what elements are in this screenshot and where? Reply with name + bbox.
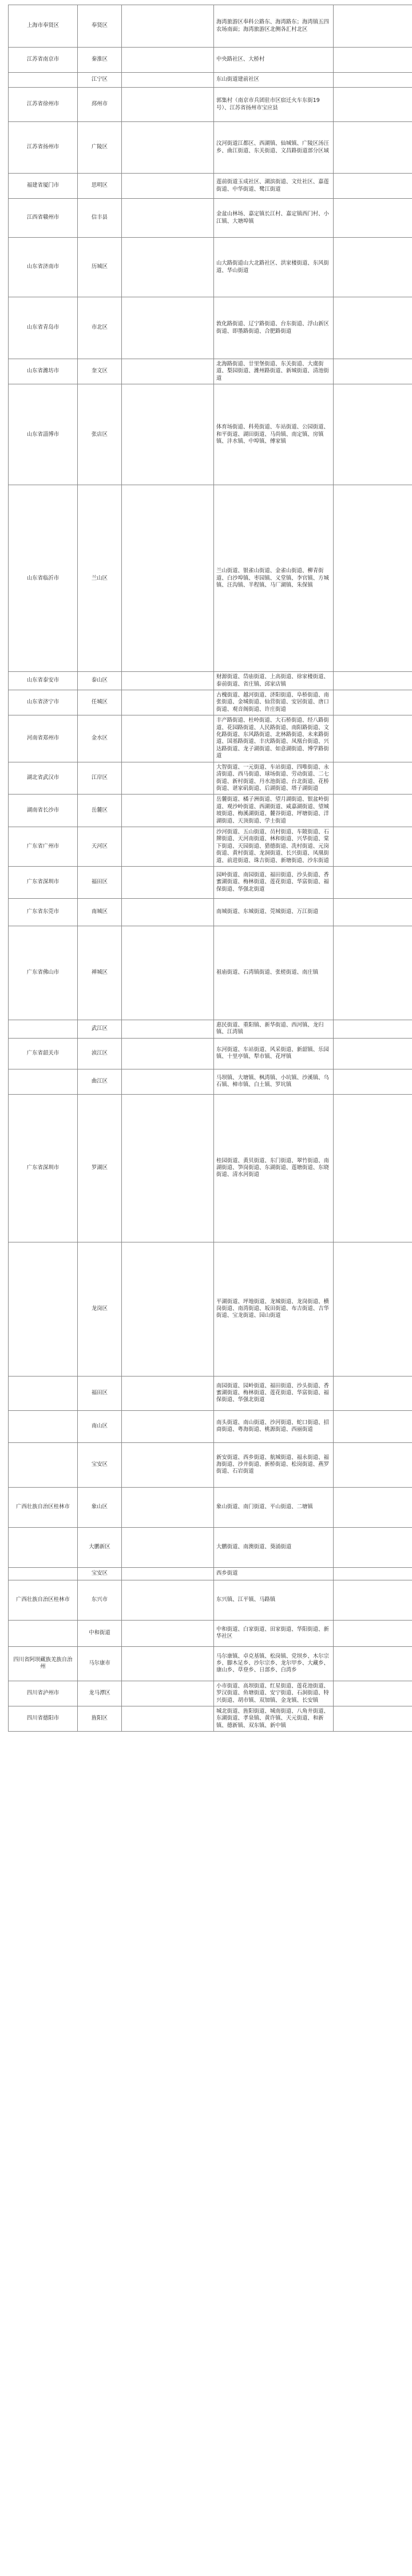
city-cell: 山东省临沂市: [9, 485, 78, 672]
high-risk-cell: [122, 898, 214, 926]
mid-risk-cell: 海湾旅游区奉科公路东、海湾路东；海湾镇五四农场南面；海湾旅游区北侧各汇村北区: [214, 5, 334, 48]
low-risk-cell: [334, 1410, 412, 1442]
table-row: [9, 384, 412, 485]
district-cell: 奎文区: [78, 359, 122, 384]
mid-risk-cell: 体育场街道、科苑街道、车站街道、公园街道、和平街道、湖田街道、马尚镇、南定镇、房镇镇、沣水镇、中埠镇、傅家镇: [214, 384, 334, 485]
low-risk-cell: [334, 1681, 412, 1706]
high-risk-cell: [122, 926, 214, 1020]
low-risk-cell: [334, 238, 412, 297]
mid-risk-cell: 祖庙街道、石湾镇街道、张槎街道、南庄镇: [214, 926, 334, 1020]
table-row: [9, 715, 412, 762]
mid-risk-cell: 马坝镇、大塘镇、枫湾镇、小坑镇、沙溪镇、乌石镇、樟市镇、白土镇、罗坑镇: [214, 1069, 334, 1094]
table-row: [9, 485, 412, 672]
city-cell: 广东省东莞市: [9, 898, 78, 926]
district-cell: 中和街道: [78, 1620, 122, 1646]
high-risk-cell: [122, 73, 214, 88]
low-risk-cell: [334, 715, 412, 762]
low-risk-cell: [334, 199, 412, 238]
table-row: [9, 1094, 412, 1242]
city-cell: 湖南省长沙市: [9, 795, 78, 827]
city-cell: [9, 1242, 78, 1376]
low-risk-cell: [334, 672, 412, 690]
low-risk-cell: [334, 1567, 412, 1580]
high-risk-cell: [122, 866, 214, 898]
mid-risk-cell: 北海路街道、廿里堡街道、东关街道、大虞街道、梨园街道、潍州路街道、新城街道、清池街道: [214, 359, 334, 384]
district-cell: 秦淮区: [78, 48, 122, 73]
mid-risk-cell: 金盆山林场、嘉定镇长江村、嘉定镇西门村、小江镇、大塘埠镇: [214, 199, 334, 238]
city-cell: 广东省韶关市: [9, 1038, 78, 1069]
district-cell: 金水区: [78, 715, 122, 762]
mid-risk-cell: 沙河街道、五山街道、员村街道、车陂街道、石牌街道、天河南街道、林和街道、兴华街道、棠下街道、天园街道、猎德街道、冼村街道、元岗街道、黄村街道、龙洞街道、长兴街道、凤凰街道、前进街道、珠吉街道、新塘街道、沙东街道: [214, 827, 334, 866]
mid-risk-cell: 岳麓街道、橘子洲街道、望月湖街道、银盆岭街道、观沙岭街道、西湖街道、咸嘉湖街道、望城坡街道、梅溪湖街道、麓谷街道、坪塘街道、洋湖街道、天顶街道、学士街道: [214, 795, 334, 827]
city-cell: 山东省济宁市: [9, 690, 78, 715]
low-risk-cell: [334, 1038, 412, 1069]
high-risk-cell: [122, 1567, 214, 1580]
table-row: [9, 1567, 412, 1580]
table-row: [9, 238, 412, 297]
low-risk-cell: [334, 485, 412, 672]
city-cell: [9, 1442, 78, 1487]
low-risk-cell: [334, 88, 412, 122]
low-risk-cell: [334, 384, 412, 485]
high-risk-cell: [122, 1410, 214, 1442]
low-risk-cell: [334, 827, 412, 866]
mid-risk-cell: 莲前街道玉成社区、湖滨街道、文灶社区、嘉莲街道、中华街道、鹭江街道: [214, 174, 334, 199]
high-risk-cell: [122, 715, 214, 762]
district-cell: 福田区: [78, 1376, 122, 1410]
low-risk-cell: [334, 690, 412, 715]
low-risk-cell: [334, 1646, 412, 1681]
district-cell: 思明区: [78, 174, 122, 199]
city-cell: [9, 1376, 78, 1410]
city-cell: 山东省济南市: [9, 238, 78, 297]
table-row: [9, 1487, 412, 1527]
table-row: [9, 1038, 412, 1069]
high-risk-cell: [122, 1094, 214, 1242]
low-risk-cell: [334, 762, 412, 795]
district-cell: 曲江区: [78, 1069, 122, 1094]
table-row: [9, 866, 412, 898]
high-risk-cell: [122, 690, 214, 715]
district-cell: 广陵区: [78, 122, 122, 174]
city-cell: 江苏省扬州市: [9, 122, 78, 174]
district-cell: 马尔康市: [78, 1646, 122, 1681]
mid-risk-cell: 南城街道、东城街道、莞城街道、万江街道: [214, 898, 334, 926]
low-risk-cell: [334, 5, 412, 48]
high-risk-cell: [122, 1527, 214, 1567]
district-cell: 旌阳区: [78, 1706, 122, 1732]
high-risk-cell: [122, 795, 214, 827]
table-row: [9, 297, 412, 359]
region-table: [8, 5, 412, 1732]
table-row: [9, 827, 412, 866]
mid-risk-cell: 桂园街道、黄贝街道、东门街道、翠竹街道、南湖街道、笋岗街道、东湖街道、莲塘街道、东晓街道、清水河街道: [214, 1094, 334, 1242]
high-risk-cell: [122, 238, 214, 297]
mid-risk-cell: 新安街道、西乡街道、航城街道、福永街道、福海街道、沙井街道、新桥街道、松岗街道、燕罗街道、石岩街道: [214, 1442, 334, 1487]
district-cell: 东兴市: [78, 1580, 122, 1620]
mid-risk-cell: 南园街道、园岭街道、福田街道、沙头街道、香蜜湖街道、梅林街道、莲花街道、华富街道、福保街道、华强北街道: [214, 1376, 334, 1410]
table-row: [9, 762, 412, 795]
low-risk-cell: [334, 73, 412, 88]
low-risk-cell: [334, 795, 412, 827]
district-cell: 象山区: [78, 1487, 122, 1527]
table-row: [9, 1442, 412, 1487]
table-row: [9, 898, 412, 926]
district-cell: 南山区: [78, 1410, 122, 1442]
mid-risk-cell: 惠民街道、重阳镇、新华街道、西河镇、龙归镇、江湾镇: [214, 1020, 334, 1038]
high-risk-cell: [122, 199, 214, 238]
low-risk-cell: [334, 1527, 412, 1567]
district-cell: 龙马潭区: [78, 1681, 122, 1706]
city-cell: [9, 1410, 78, 1442]
mid-risk-cell: 兰山街道、银雀山街道、金雀山街道、柳青街道、白沙埠镇、枣园镇、义堂镇、李官镇、方城镇、汪沟镇、半程镇、马厂湖镇、朱保镇: [214, 485, 334, 672]
high-risk-cell: [122, 5, 214, 48]
high-risk-cell: [122, 122, 214, 174]
low-risk-cell: [334, 1706, 412, 1732]
city-cell: 四川省泸州市: [9, 1681, 78, 1706]
region-table-body: [9, 5, 412, 1732]
district-cell: 罗湖区: [78, 1094, 122, 1242]
table-row: [9, 73, 412, 88]
city-cell: 山东省潍坊市: [9, 359, 78, 384]
high-risk-cell: [122, 1069, 214, 1094]
document-sheet: [8, 5, 404, 1732]
table-row: [9, 1410, 412, 1442]
city-cell: 广东省佛山市: [9, 926, 78, 1020]
low-risk-cell: [334, 866, 412, 898]
table-row: [9, 359, 412, 384]
low-risk-cell: [334, 1442, 412, 1487]
low-risk-cell: [334, 174, 412, 199]
table-row: [9, 1681, 412, 1706]
district-cell: 兰山区: [78, 485, 122, 672]
high-risk-cell: [122, 88, 214, 122]
city-cell: 上海市奉贤区: [9, 5, 78, 48]
table-row: [9, 1620, 412, 1646]
district-cell: 江宁区: [78, 73, 122, 88]
table-row: [9, 122, 412, 174]
mid-risk-cell: 丰产路街道、杜岭街道、大石桥街道、经八路街道、花园路街道、人民路街道、南阳路街道、文化路街道、东风路街道、北林路街道、未来路街道、国基路街道、丰庆路街道、凤凰台街道、兴达路街道、龙子湖街道、如意湖街道、博学路街道: [214, 715, 334, 762]
high-risk-cell: [122, 297, 214, 359]
mid-risk-cell: 小市街道、高坝街道、红星街道、莲花池街道、罗汉街道、鱼塘街道、安宁街道、石洞街道、特兴街道、胡市镇、双加镇、金龙镇、长安镇: [214, 1681, 334, 1706]
city-cell: 广东省深圳市: [9, 866, 78, 898]
table-row: [9, 1646, 412, 1681]
high-risk-cell: [122, 1487, 214, 1527]
table-row: [9, 88, 412, 122]
high-risk-cell: [122, 174, 214, 199]
district-cell: 武江区: [78, 1020, 122, 1038]
table-row: [9, 1527, 412, 1567]
high-risk-cell: [122, 485, 214, 672]
high-risk-cell: [122, 1681, 214, 1706]
low-risk-cell: [334, 297, 412, 359]
mid-risk-cell: 郭集村（南京市兵团驻市区宿迁火车东街19号）、江苏省扬州市宝应县: [214, 88, 334, 122]
table-row: [9, 1580, 412, 1620]
mid-risk-cell: 大鹏街道、南澳街道、葵涌街道: [214, 1527, 334, 1567]
district-cell: 江岸区: [78, 762, 122, 795]
table-row: [9, 672, 412, 690]
city-cell: [9, 1069, 78, 1094]
mid-risk-cell: 马尔康镇、卓克基镇、松岗镇、党坝乡、木尔宗乡、脚木足乡、沙尔宗乡、龙尔甲乡、大藏乡、康山乡、草登乡、日部乡、白湾乡: [214, 1646, 334, 1681]
high-risk-cell: [122, 1580, 214, 1620]
mid-risk-cell: 敦化路街道、辽宁路街道、台东街道、浮山新区街道、即墨路街道、合肥路街道: [214, 297, 334, 359]
district-cell: 历城区: [78, 238, 122, 297]
high-risk-cell: [122, 1038, 214, 1069]
mid-risk-cell: 东河街道、车站街道、风采街道、新韶镇、乐园镇、十里亭镇、犁市镇、花坪镇: [214, 1038, 334, 1069]
high-risk-cell: [122, 384, 214, 485]
district-cell: 浈江区: [78, 1038, 122, 1069]
mid-risk-cell: 平湖街道、坪地街道、龙城街道、龙岗街道、横岗街道、南湾街道、坂田街道、布吉街道、吉华街道、宝龙街道、园山街道: [214, 1242, 334, 1376]
table-row: [9, 1706, 412, 1732]
high-risk-cell: [122, 827, 214, 866]
mid-risk-cell: 象山街道、南门街道、平山街道、二塘镇: [214, 1487, 334, 1527]
city-cell: 广东省广州市: [9, 827, 78, 866]
low-risk-cell: [334, 1580, 412, 1620]
district-cell: 福田区: [78, 866, 122, 898]
mid-risk-cell: 山大路街道山大北路社区、洪家楼街道、东风街道、华山街道: [214, 238, 334, 297]
district-cell: 信丰县: [78, 199, 122, 238]
mid-risk-cell: 西乡街道: [214, 1567, 334, 1580]
city-cell: 江西省赣州市: [9, 199, 78, 238]
high-risk-cell: [122, 48, 214, 73]
table-row: [9, 1069, 412, 1094]
district-cell: 张店区: [78, 384, 122, 485]
table-row: [9, 1376, 412, 1410]
low-risk-cell: [334, 1487, 412, 1527]
table-row: [9, 1242, 412, 1376]
city-cell: 广东省深圳市: [9, 1094, 78, 1242]
high-risk-cell: [122, 672, 214, 690]
mid-risk-cell: 中央路社区、大桥村: [214, 48, 334, 73]
city-cell: [9, 73, 78, 88]
low-risk-cell: [334, 1069, 412, 1094]
district-cell: 南城区: [78, 898, 122, 926]
mid-risk-cell: 南头街道、南山街道、沙河街道、蛇口街道、招商街道、粤海街道、桃源街道、西丽街道: [214, 1410, 334, 1442]
district-cell: 禅城区: [78, 926, 122, 1020]
city-cell: 山东省青岛市: [9, 297, 78, 359]
mid-risk-cell: 大智街道、一元街道、车站街道、四唯街道、永清街道、西马街道、球场街道、劳动街道、二七街道、新村街道、丹水池街道、台北街道、花桥街道、谌家矶街道、后湖街道、塔子湖街道: [214, 762, 334, 795]
city-cell: 四川省阿坝藏族羌族自治州: [9, 1646, 78, 1681]
table-row: [9, 926, 412, 1020]
city-cell: 江苏省南京市: [9, 48, 78, 73]
mid-risk-cell: 东兴镇、江平镇、马路镇: [214, 1580, 334, 1620]
low-risk-cell: [334, 1620, 412, 1646]
table-row: [9, 1020, 412, 1038]
city-cell: 四川省德阳市: [9, 1706, 78, 1732]
table-row: [9, 48, 412, 73]
table-row: [9, 795, 412, 827]
district-cell: 天河区: [78, 827, 122, 866]
mid-risk-cell: 中和街道、白家街道、田家街道、华阳街道、新华社区: [214, 1620, 334, 1646]
high-risk-cell: [122, 1620, 214, 1646]
city-cell: 湖北省武汉市: [9, 762, 78, 795]
district-cell: 宝安区: [78, 1567, 122, 1580]
high-risk-cell: [122, 1376, 214, 1410]
high-risk-cell: [122, 1242, 214, 1376]
low-risk-cell: [334, 359, 412, 384]
table-row: [9, 5, 412, 48]
district-cell: 任城区: [78, 690, 122, 715]
district-cell: 市北区: [78, 297, 122, 359]
district-cell: 泰山区: [78, 672, 122, 690]
city-cell: 山东省泰安市: [9, 672, 78, 690]
district-cell: 宝安区: [78, 1442, 122, 1487]
district-cell: 大鹏新区: [78, 1527, 122, 1567]
low-risk-cell: [334, 1242, 412, 1376]
city-cell: [9, 1567, 78, 1580]
mid-risk-cell: 古槐街道、越河街道、济阳街道、阜桥街道、南张街道、金城街道、仙营街道、安居街道、唐口街道、观音阁街道、许庄街道: [214, 690, 334, 715]
city-cell: 山东省淄博市: [9, 384, 78, 485]
city-cell: [9, 1527, 78, 1567]
mid-risk-cell: 汶河街道江都区、西湖镇、仙城镇、广陵区汤汪乡、曲江街道、东关街道、文昌路街道部分区域: [214, 122, 334, 174]
city-cell: 广西壮族自治区桂林市: [9, 1580, 78, 1620]
city-cell: 河南省郑州市: [9, 715, 78, 762]
district-cell: 邳州市: [78, 88, 122, 122]
high-risk-cell: [122, 1442, 214, 1487]
table-row: [9, 174, 412, 199]
high-risk-cell: [122, 1646, 214, 1681]
low-risk-cell: [334, 48, 412, 73]
city-cell: [9, 1020, 78, 1038]
mid-risk-cell: 财源街道、岱庙街道、上高街道、徐家楼街道、泰前街道、省庄镇、邱家店镇: [214, 672, 334, 690]
city-cell: 江苏省徐州市: [9, 88, 78, 122]
low-risk-cell: [334, 1020, 412, 1038]
city-cell: [9, 1620, 78, 1646]
table-row: [9, 690, 412, 715]
low-risk-cell: [334, 1094, 412, 1242]
high-risk-cell: [122, 1706, 214, 1732]
low-risk-cell: [334, 926, 412, 1020]
mid-risk-cell: 东山街道建前社区: [214, 73, 334, 88]
low-risk-cell: [334, 1376, 412, 1410]
high-risk-cell: [122, 762, 214, 795]
high-risk-cell: [122, 359, 214, 384]
district-cell: 岳麓区: [78, 795, 122, 827]
city-cell: 福建省厦门市: [9, 174, 78, 199]
mid-risk-cell: 城北街道、旌阳街道、城南街道、八角井街道、东湖街道、孝泉镇、黄许镇、天元街道、和新镇、德新镇、双东镇、新中镇: [214, 1706, 334, 1732]
district-cell: 奉贤区: [78, 5, 122, 48]
mid-risk-cell: 园岭街道、南园街道、福田街道、沙头街道、香蜜湖街道、梅林街道、莲花街道、华富街道、福保街道、华强北街道: [214, 866, 334, 898]
city-cell: 广西壮族自治区桂林市: [9, 1487, 78, 1527]
high-risk-cell: [122, 1020, 214, 1038]
low-risk-cell: [334, 122, 412, 174]
low-risk-cell: [334, 898, 412, 926]
district-cell: 龙岗区: [78, 1242, 122, 1376]
table-row: [9, 199, 412, 238]
